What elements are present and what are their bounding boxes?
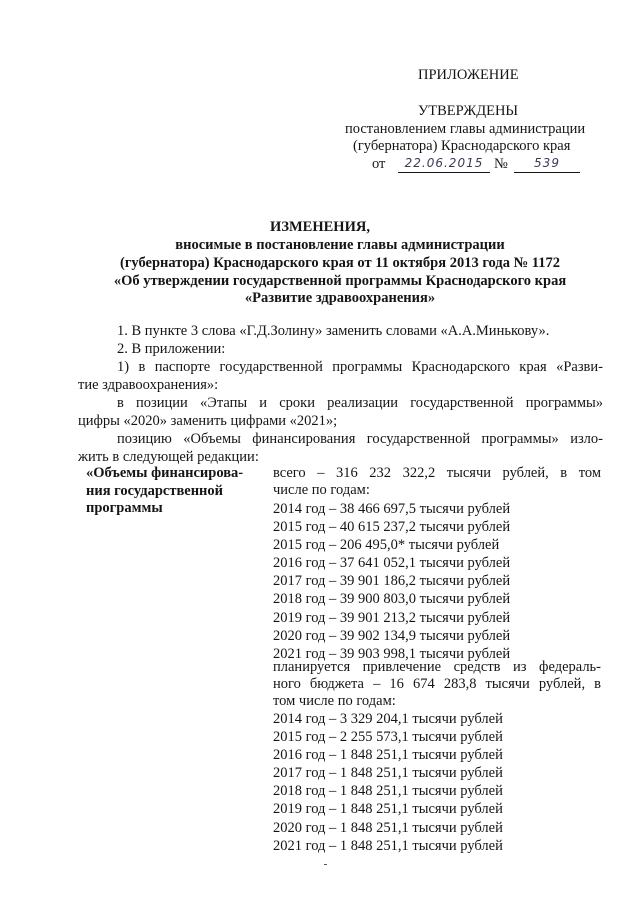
year-total-2014: 2014 год – 38 466 697,5 тысячи рублей xyxy=(273,501,511,517)
year-total-2016: 2016 год – 37 641 052,1 тысячи рублей xyxy=(273,555,511,572)
year-federal-2014: 2014 год – 3 329 204,1 тысячи рублей xyxy=(273,711,503,727)
scan-dot xyxy=(324,864,327,865)
year-total-2017: 2017 год – 39 901 186,2 тысячи рублей xyxy=(273,573,511,590)
year-federal-2019: 2019 год – 1 848 251,1 тысячи рублей xyxy=(273,801,503,818)
date-prefix: от xyxy=(372,156,386,172)
handwritten-number xyxy=(514,155,580,173)
title-line-3: «Об утверждении государственной программы Краснодарского края xyxy=(113,273,567,289)
year-total-2015: 2015 год – 40 615 237,2 тысячи рублей xyxy=(273,519,511,536)
year-federal-2021: 2021 год – 1 848 251,1 тысячи рублей xyxy=(273,837,503,854)
year-federal-2016: 2016 год – 1 848 251,1 тысячи рублей xyxy=(273,747,503,764)
year-federal-2020: 2020 год – 1 848 251,1 тысячи рублей xyxy=(273,819,503,836)
total-line-2: числе по годам: xyxy=(273,482,370,498)
title-line-2: (губернатора) Краснодарского края от 11 октября 2013 года № 1172 xyxy=(120,255,560,271)
paragraph-5-line-1: позицию «Объемы финансирования государственной программы» изло- xyxy=(117,431,603,447)
handwritten-date xyxy=(398,155,490,173)
paragraph-3-line-1: 1) в паспорте государственной программы Краснодарского края «Разви- xyxy=(117,359,603,375)
total-line-1: всего – 316 232 322,2 тысячи рублей, в том xyxy=(273,465,601,481)
appendix-label: ПРИЛОЖЕНИЕ xyxy=(418,67,519,83)
year-federal-2017: 2017 год – 1 848 251,1 тысячи рублей xyxy=(273,765,503,782)
year-total-2015-extra: 2015 год – 206 495,0* тысячи рублей xyxy=(273,537,500,554)
paragraph-4-line-2: цифры «2020» заменить цифрами «2021»; xyxy=(78,413,338,429)
table-left-line-1: «Объемы финансирова- xyxy=(86,465,244,481)
paragraph-5-line-2: жить в следующей редакции: xyxy=(78,449,259,465)
year-federal-2018: 2018 год – 1 848 251,1 тысячи рублей xyxy=(273,783,503,800)
year-federal-2015: 2015 год – 2 255 573,1 тысячи рублей xyxy=(273,729,503,746)
years-federal-list xyxy=(273,710,503,855)
year-total-2018: 2018 год – 39 900 803,0 тысячи рублей xyxy=(273,591,511,608)
year-total-2019: 2019 год – 39 901 213,2 тысячи рублей xyxy=(273,609,511,626)
paragraph-4-line-1: в позиции «Этапы и сроки реализации государственной программы» xyxy=(117,395,603,411)
paragraph-3-line-2: тие здравоохранения»: xyxy=(78,377,219,393)
paragraph-1: 1. В пункте 3 слова «Г.Д.Золину» заменить словами «А.А.Минькову». xyxy=(117,323,550,339)
federal-line-1: планируется привлечение средств из федераль- xyxy=(273,659,601,675)
number-value: 539 xyxy=(534,156,560,170)
paragraph-2: 2. В приложении: xyxy=(117,341,226,357)
table-left-line-2: ния государственной xyxy=(86,483,224,499)
year-total-2021: 2021 год – 39 903 998,1 тысячи рублей xyxy=(273,645,511,662)
year-total-2020: 2020 год – 39 902 134,9 тысячи рублей xyxy=(273,627,511,644)
federal-line-2: ного бюджета – 16 674 283,8 тысячи рублей, в xyxy=(273,676,601,692)
date-value: 22.06.2015 xyxy=(404,156,484,170)
approved-label: УТВЕРЖДЕНЫ xyxy=(418,103,519,119)
number-prefix: № xyxy=(494,156,508,172)
table-left-line-3: программы xyxy=(86,500,163,516)
federal-line-3: том числе по годам: xyxy=(273,693,396,709)
approval-line-2: (губернатора) Краснодарского края xyxy=(353,138,571,154)
approval-line-1: постановлением главы администрации xyxy=(345,121,586,137)
title-line-4: «Развитие здравоохранения» xyxy=(244,290,436,306)
title-line-1: вносимые в постановление главы администрации xyxy=(175,237,505,253)
years-total-list xyxy=(273,500,510,663)
document-title: ИЗМЕНЕНИЯ, xyxy=(270,219,370,235)
